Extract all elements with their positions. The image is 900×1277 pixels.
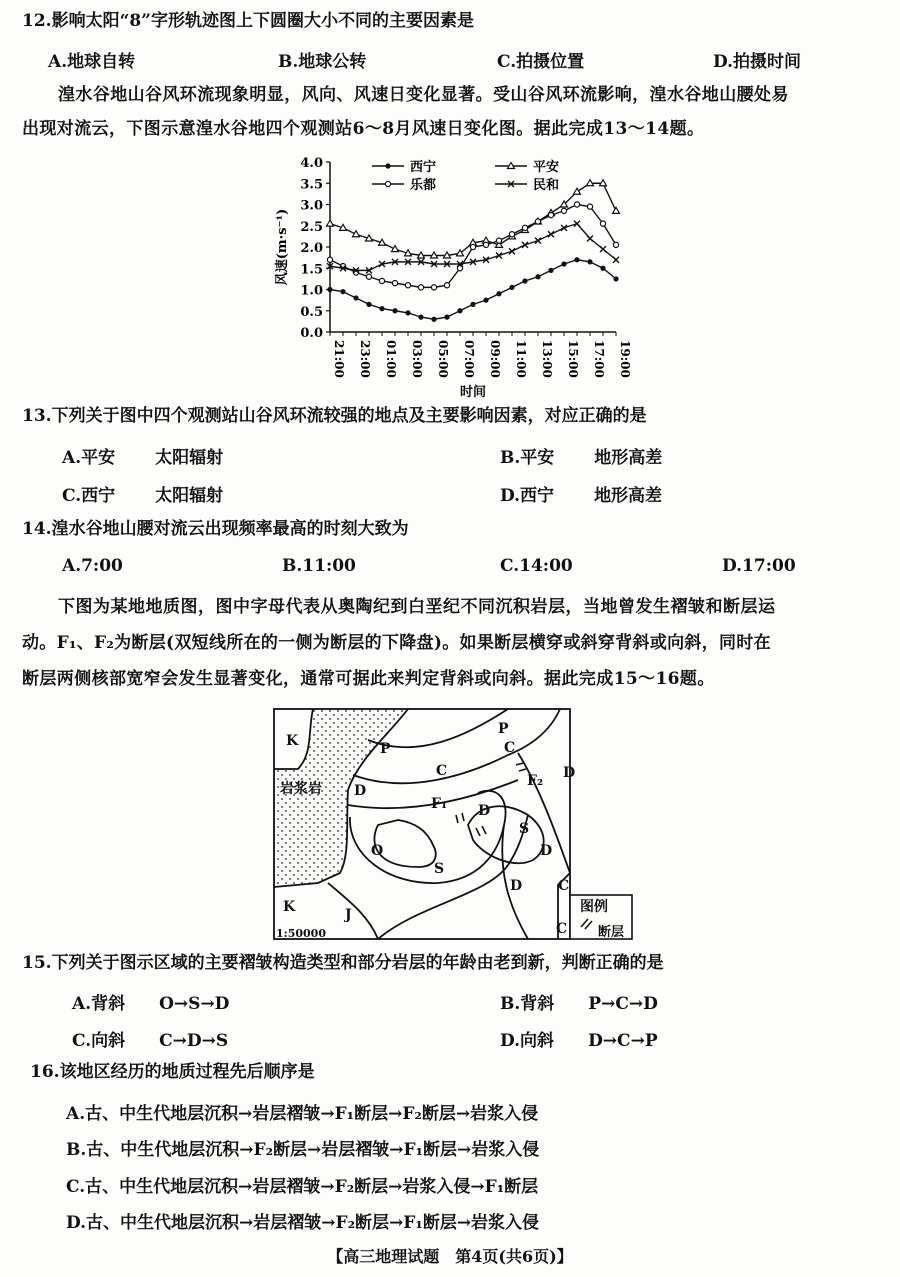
- map-label-c2: C: [436, 763, 448, 779]
- q12-option-a: A.地球自转: [48, 52, 136, 72]
- chart-point-s0: [600, 266, 605, 271]
- chart-point-s0: [405, 310, 410, 315]
- chart-point-s0: [496, 291, 501, 296]
- chart-point-s0: [457, 308, 462, 313]
- q15-option-b: B.背斜 P→C→D: [500, 994, 658, 1014]
- q13-option-c: C.西宁 太阳辐射: [62, 486, 224, 506]
- map-label-s2: S: [434, 861, 445, 877]
- q14-option-c: C.14:00: [500, 556, 573, 576]
- chart-point-s2: [613, 242, 618, 247]
- q16-option-b: B.古、中生代地层沉积→F₂断层→岩层褶皱→F₁断层→岩浆入侵: [66, 1140, 540, 1160]
- page-footer: 【高三地理试题 第4页(共6页)】: [327, 1247, 573, 1266]
- chart-x-tick-label: 15:00: [566, 340, 580, 378]
- chart-point-s3: [600, 246, 606, 252]
- chart-x-tick-label: 03:00: [410, 340, 424, 378]
- chart-x-tick-label: 13:00: [540, 340, 554, 378]
- map-label-c3: C: [558, 878, 570, 894]
- chart-point-s0: [483, 298, 488, 303]
- chart-point-s2: [327, 257, 332, 262]
- geological-map: [268, 705, 638, 945]
- chart-point-s2: [418, 285, 423, 290]
- chart-x-tick-label: 17:00: [592, 340, 606, 378]
- map-legend-fault-label: 断层: [598, 925, 625, 940]
- q14-stem: 14.湟水谷地山腰对流云出现频率最高的时刻大致为: [22, 519, 409, 539]
- chart-point-s0: [535, 274, 540, 279]
- q14-option-a: A.7:00: [62, 556, 123, 576]
- chart-x-tick-label: 09:00: [488, 340, 502, 378]
- chart-legend-label: 民和: [533, 178, 560, 193]
- chart-point-s2: [444, 283, 449, 288]
- chart-point-s2: [483, 242, 488, 247]
- chart-point-s0: [327, 287, 332, 292]
- map-label-magma: 岩浆岩: [280, 781, 322, 797]
- map-label-f1: F₁: [431, 796, 448, 812]
- chart-point-s2: [366, 274, 371, 279]
- chart-point-s0: [561, 261, 566, 266]
- chart-point-s3: [587, 236, 593, 242]
- map-label-o: O: [371, 843, 384, 859]
- intro2-line3: 断层两侧核部宽窄会发生显著变化，通常可据此来判定背斜或向斜。据此完成15～16题。: [22, 669, 715, 689]
- chart-x-tick-label: 19:00: [618, 340, 632, 378]
- chart-point-s3: [613, 257, 619, 263]
- q13-stem: 13.下列关于图中四个观测站山谷风环流较强的地点及主要影响因素，对应正确的是: [22, 406, 647, 426]
- chart-point-s3: [548, 231, 554, 237]
- chart-y-tick-label: 2.5: [300, 219, 323, 235]
- chart-point-s1: [574, 188, 581, 194]
- map-label-p2: P: [380, 741, 391, 757]
- chart-point-s0: [353, 295, 358, 300]
- chart-point-s0: [418, 315, 423, 320]
- intro2-line1: 下图为某地地质图，图中字母代表从奥陶纪到白垩纪不同沉积岩层，当地曾发生褶皱和断层运: [58, 597, 776, 617]
- map-label-p1: P: [498, 721, 509, 737]
- chart-point-s2: [522, 225, 527, 230]
- map-label-s1: S: [519, 821, 530, 837]
- q16-option-c: C.古、中生代地层沉积→岩层褶皱→F₂断层→岩浆入侵→F₁断层: [66, 1177, 539, 1197]
- q16-option-a: A.古、中生代地层沉积→岩层褶皱→F₁断层→F₂断层→岩浆入侵: [66, 1104, 539, 1124]
- chart-point-s0: [444, 315, 449, 320]
- chart-point-s2: [405, 283, 410, 288]
- q16-stem: 16.该地区经历的地质过程先后顺序是: [30, 1062, 315, 1082]
- map-label-d2: D: [563, 765, 576, 781]
- map-label-k2: K: [283, 899, 296, 915]
- q15-option-c: C.向斜 C→D→S: [72, 1031, 229, 1051]
- q12-option-b: B.地球公转: [278, 52, 367, 72]
- chart-point-s0: [509, 285, 514, 290]
- chart-point-s2: [574, 202, 579, 207]
- chart-y-tick-label: 4.0: [300, 156, 323, 171]
- intro1-line2: 出现对流云，下图示意湟水谷地四个观测站6～8月风速日变化图。据此完成13～14题。: [22, 119, 705, 139]
- chart-point-s0: [613, 276, 618, 281]
- map-label-d4: D: [540, 843, 553, 859]
- chart-x-tick-label: 05:00: [436, 340, 450, 378]
- map-label-c4: C: [556, 921, 568, 937]
- chart-point-s2: [587, 204, 592, 209]
- chart-legend-marker: [385, 181, 390, 186]
- map-label-d3: D: [478, 803, 491, 819]
- q13-option-d: D.西宁 地形高差: [500, 486, 663, 506]
- chart-point-s2: [548, 213, 553, 218]
- chart-y-tick-label: 3.0: [300, 198, 323, 214]
- chart-point-s0: [392, 308, 397, 313]
- chart-legend-marker: [385, 163, 390, 168]
- q13-option-b: B.平安 地形高差: [500, 448, 663, 468]
- wind-speed-chart: [270, 150, 630, 400]
- chart-x-tick-label: 07:00: [462, 340, 476, 378]
- map-legend-title: 图例: [580, 899, 608, 915]
- chart-point-s2: [392, 281, 397, 286]
- map-label-f2: F₂: [527, 773, 544, 789]
- map-label-j: J: [345, 907, 352, 923]
- chart-point-s2: [561, 208, 566, 213]
- chart-point-s0: [340, 289, 345, 294]
- q12-stem: 12.影响太阳“8”字形轨迹图上下圆圈大小不同的主要因素是: [22, 11, 474, 31]
- chart-point-s1: [613, 207, 620, 213]
- q15-option-a: A.背斜 O→S→D: [72, 994, 230, 1014]
- chart-y-tick-label: 0.5: [300, 304, 323, 320]
- q16-option-d: D.古、中生代地层沉积→岩层褶皱→F₂断层→F₁断层→岩浆入侵: [66, 1213, 540, 1233]
- chart-y-tick-label: 0.0: [300, 326, 323, 341]
- chart-x-tick-label: 23:00: [358, 340, 372, 378]
- chart-point-s0: [522, 278, 527, 283]
- chart-point-s0: [470, 302, 475, 307]
- chart-y-axis-title: 风速(m·s⁻¹): [275, 208, 290, 286]
- intro2-line2: 动。F₁、F₂为断层(双短线所在的一侧为断层的下降盘)。如果断层横穿或斜穿背斜或向斜，同时在: [22, 633, 771, 653]
- chart-point-s2: [600, 221, 605, 226]
- chart-point-s2: [470, 244, 475, 249]
- chart-point-s2: [509, 232, 514, 237]
- intro1-line1: 湟水谷地山谷风环流现象明显，风向、风速日变化显著。受山谷风环流影响，湟水谷地山腰处易: [58, 85, 789, 105]
- chart-y-tick-label: 3.5: [300, 177, 323, 193]
- chart-legend-label: 乐都: [410, 178, 437, 193]
- chart-point-s1: [327, 220, 334, 226]
- chart-x-tick-label: 11:00: [514, 340, 528, 378]
- map-label-d5: D: [510, 878, 523, 894]
- chart-x-tick-label: 21:00: [332, 340, 346, 378]
- chart-y-tick-label: 2.0: [300, 241, 323, 256]
- chart-legend-label: 平安: [533, 160, 560, 175]
- chart-y-tick-label: 1.0: [300, 283, 323, 299]
- chart-point-s2: [379, 278, 384, 283]
- chart-point-s2: [496, 238, 501, 243]
- q12-option-d: D.拍摄时间: [713, 52, 802, 72]
- map-label-k1: K: [286, 733, 299, 749]
- chart-point-s0: [587, 259, 592, 264]
- chart-point-s0: [574, 257, 579, 262]
- chart-point-s0: [379, 306, 384, 311]
- chart-point-s0: [366, 302, 371, 307]
- map-scale: 1:50000: [276, 927, 326, 940]
- q14-option-b: B.11:00: [282, 556, 356, 576]
- map-label-c1: C: [504, 740, 516, 756]
- chart-point-s0: [431, 317, 436, 322]
- chart-x-tick-label: 01:00: [384, 340, 398, 378]
- q13-option-a: A.平安 太阳辐射: [62, 448, 224, 468]
- q15-stem: 15.下列关于图示区域的主要褶皱构造类型和部分岩层的年龄由老到新，判断正确的是: [22, 953, 664, 973]
- chart-legend-label: 西宁: [410, 160, 437, 175]
- chart-point-s2: [431, 285, 436, 290]
- q12-option-c: C.拍摄位置: [497, 52, 585, 72]
- q15-option-d: D.向斜 D→C→P: [500, 1031, 658, 1051]
- chart-point-s2: [535, 219, 540, 224]
- q14-option-d: D.17:00: [722, 556, 796, 576]
- map-label-d1: D: [354, 783, 367, 799]
- chart-y-tick-label: 1.5: [300, 262, 323, 278]
- chart-point-s0: [548, 268, 553, 273]
- chart-x-axis-title: 时间: [459, 385, 487, 400]
